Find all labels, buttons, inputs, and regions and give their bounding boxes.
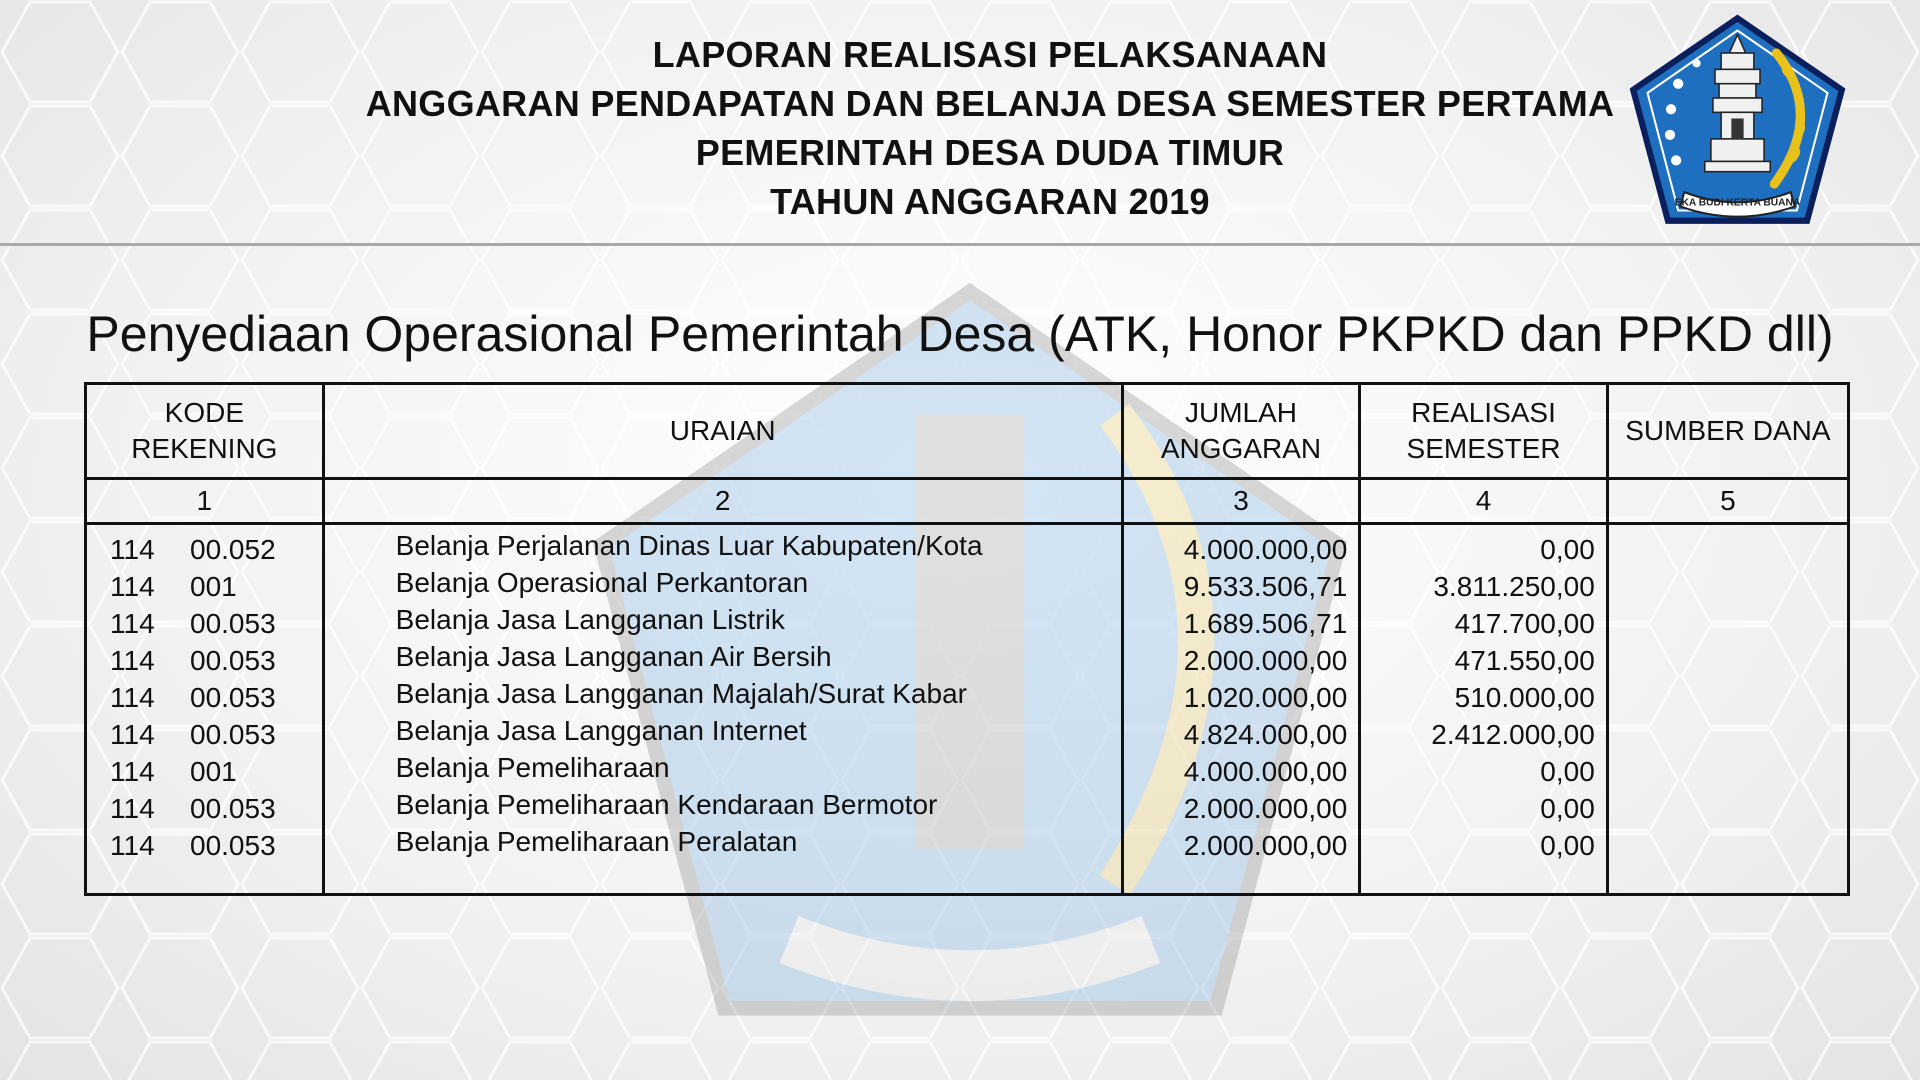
anggaran-cell: 4.824.000,00 [1183,719,1348,750]
kode-part-b: 001 [190,756,237,787]
realisasi-semester-column [1360,524,1608,895]
anggaran-cell: 4.000.000,00 [1183,534,1348,565]
jumlah-anggaran-column [1122,524,1360,895]
realisasi-cell: 2.412.000,00 [1431,719,1595,750]
kode-part-b: 00.053 [190,719,276,750]
kode-part-a: 114 [110,645,155,676]
kode-part-a: 114 [110,830,155,861]
report-title-block [300,30,1680,226]
anggaran-cell: 4.000.000,00 [1183,756,1348,787]
header-jumlah-line-2: ANGGARAN [1160,433,1322,464]
regency-emblem-logo [1625,12,1850,227]
uraian-column [323,524,1122,895]
kode-part-b: 00.053 [190,608,276,639]
kode-part-b: 00.053 [190,682,276,713]
header-realisasi-semester [1360,384,1608,479]
report-title-line-4: TAHUN ANGGARAN 2019 [770,181,1210,222]
column-number-row [86,479,1849,524]
header-realisasi-line-2: SEMESTER [1406,433,1561,464]
kode-cell [88,753,321,790]
kode-part-b: 001 [190,571,237,602]
header-realisasi-line-1: REALISASI [1411,397,1556,428]
kode-part-a: 114 [110,756,155,787]
header-kode-rekening: KODE REKENING [86,384,324,479]
kode-cell [88,827,321,864]
report-title-line-3: PEMERINTAH DESA DUDA TIMUR [695,132,1285,173]
anggaran-cell: 1.020.000,00 [1183,682,1348,713]
header-jumlah-line-1: JUMLAH [1184,397,1297,428]
table-header-row [86,384,1849,479]
realisasi-cell: 0,00 [1540,756,1595,787]
uraian-cell: Belanja Operasional Perkantoran [395,567,809,598]
budget-realization-table [84,382,1850,896]
table-body-row [86,524,1849,895]
uraian-cell: Belanja Jasa Langganan Air Bersih [395,641,832,672]
kode-part-a: 114 [110,793,155,824]
uraian-cell: Belanja Perjalanan Dinas Luar Kabupaten/Kota [395,530,983,561]
kode-part-b: 00.052 [190,534,276,565]
kode-part-a: 114 [110,534,155,565]
kode-part-a: 114 [110,608,155,639]
header-sumber-dana: SUMBER DANA [1607,384,1848,479]
header-divider [0,243,1920,246]
realisasi-cell: 471.550,00 [1454,645,1595,676]
realisasi-cell: 510.000,00 [1454,682,1595,713]
realisasi-cell: 0,00 [1540,534,1595,565]
section-subtitle: Penyediaan Operasional Pemerintah Desa (ATK, Honor PKPKD dan PPKD dll) [86,306,1834,362]
uraian-cell: Belanja Jasa Langganan Internet [395,715,807,746]
kode-part-b: 00.053 [190,793,276,824]
kode-part-b: 00.053 [190,830,276,861]
kode-part-a: 114 [110,571,155,602]
kode-cell [88,568,321,605]
kode-part-a: 114 [110,682,155,713]
realisasi-cell: 0,00 [1540,830,1595,861]
anggaran-cell: 9.533.506,71 [1183,571,1348,602]
kode-part-a: 114 [110,719,155,750]
column-number-4: 4 [1360,479,1608,524]
realisasi-cell: 0,00 [1540,793,1595,824]
anggaran-cell: 2.000.000,00 [1183,793,1348,824]
column-number-2: 2 [323,479,1122,524]
sumber-dana-column [1607,524,1848,895]
report-header [0,0,1920,245]
uraian-cell: Belanja Pemeliharaan Kendaraan Bermotor [395,789,938,820]
kode-part-b: 00.053 [190,645,276,676]
header-jumlah-anggaran [1122,384,1360,479]
kode-cell [88,531,321,568]
report-title-line-2: ANGGARAN PENDAPATAN DAN BELANJA DESA SEMESTER PERTAMA [365,83,1615,124]
kode-cell [88,605,321,642]
anggaran-cell: 2.000.000,00 [1183,645,1348,676]
kode-cell [88,716,321,753]
column-number-3: 3 [1122,479,1360,524]
kode-cell [88,679,321,716]
anggaran-cell: 1.689.506,71 [1183,608,1348,639]
realisasi-cell: 417.700,00 [1454,608,1595,639]
uraian-cell: Belanja Jasa Langganan Listrik [395,604,785,635]
uraian-cell: Belanja Jasa Langganan Majalah/Surat Kabar [395,678,967,709]
kode-rekening-column [86,524,324,895]
report-title-line-1: LAPORAN REALISASI PELAKSANAAN [652,34,1328,75]
column-number-5: 5 [1607,479,1848,524]
uraian-cell: Belanja Pemeliharaan Peralatan [395,826,798,857]
kode-cell [88,790,321,827]
realisasi-cell: 3.811.250,00 [1433,571,1595,602]
column-number-1: 1 [86,479,324,524]
header-uraian: URAIAN [323,384,1122,479]
logo-motto-text: EKA BUDI KERTA BUANA [1674,197,1801,209]
uraian-cell: Belanja Pemeliharaan [395,752,670,783]
kode-cell [88,642,321,679]
anggaran-cell: 2.000.000,00 [1183,830,1348,861]
